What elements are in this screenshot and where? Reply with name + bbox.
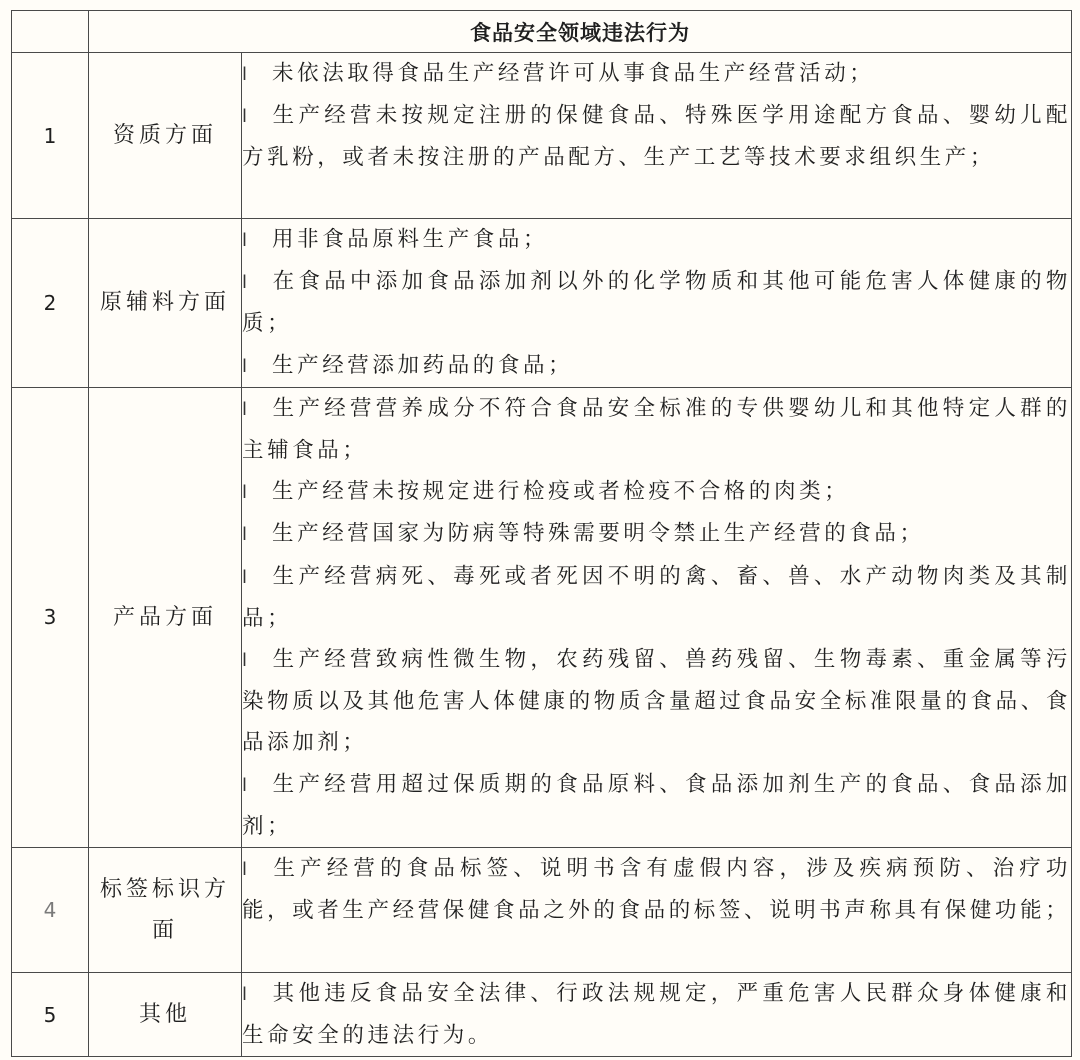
item-text: 未依法取得食品生产经营许可从事食品生产经营活动； [272, 61, 875, 86]
list-item [242, 848, 1071, 931]
header-empty-cell [12, 11, 89, 53]
list-item [242, 639, 1071, 764]
list-item [242, 388, 1071, 471]
table-row [12, 219, 1072, 388]
list-item [242, 471, 1071, 513]
bullet-marker: l [242, 64, 248, 85]
list-item [242, 261, 1071, 344]
list-item [242, 556, 1071, 639]
list-item [242, 513, 1071, 555]
item-text: 生产经营国家为防病等特殊需要明令禁止生产经营的食品； [272, 521, 925, 547]
bullet-marker: l [242, 230, 248, 251]
list-item [242, 219, 1071, 261]
item-text: 其他违反食品安全法律、行政法规规定，严重危害人民群众身体健康和生命安全的违法行为。 [242, 981, 1071, 1049]
item-text: 生产经营未按规定注册的保健食品、特殊医学用途配方食品、婴幼儿配方乳粉，或者未按注册的产品配方、生产工艺等技术要求组织生产； [242, 103, 1071, 171]
item-text: 生产经营病死、毒死或者死因不明的禽、畜、兽、水产动物肉类及其制品； [242, 563, 1071, 631]
row-content [242, 53, 1072, 219]
table-row [12, 53, 1072, 219]
row-category: 原辅料方面 [89, 219, 242, 388]
item-text: 在食品中添加食品添加剂以外的化学物质和其他可能危害人体健康的物质； [242, 269, 1071, 337]
row-number: 2 [12, 219, 89, 388]
item-text: 生产经营的食品标签、说明书含有虚假内容，涉及疾病预防、治疗功能，或者生产经营保健食品之外的食品的标签、说明书声称具有保健功能； [242, 856, 1071, 924]
bullet-marker: l [242, 650, 248, 672]
table-row [12, 848, 1072, 973]
item-text: 生产经营用超过保质期的食品原料、食品添加剂生产的食品、食品添加剂； [242, 771, 1071, 839]
row-category: 产品方面 [89, 387, 242, 847]
item-text: 用非食品原料生产食品； [272, 227, 549, 252]
row-number: 1 [12, 53, 89, 219]
list-item [242, 53, 1071, 95]
bullet-marker: l [242, 524, 248, 546]
bullet-marker: l [242, 566, 248, 588]
bullet-marker: l [242, 482, 248, 504]
table-row [12, 387, 1072, 847]
item-text: 生产经营添加药品的食品； [272, 352, 574, 378]
bullet-marker: l [242, 272, 248, 294]
list-item [242, 345, 1071, 387]
row-number: 4 [12, 848, 89, 973]
item-text: 生产经营未按规定进行检疫或者检疫不合格的肉类； [272, 479, 850, 505]
bullet-marker: l [242, 106, 248, 128]
violations-table [11, 10, 1072, 1057]
bullet-marker: l [242, 355, 248, 377]
row-category: 资质方面 [89, 53, 242, 219]
bullet-marker: l [242, 398, 248, 420]
table-header-row [12, 11, 1072, 53]
row-category: 标签标识方面 [89, 848, 242, 973]
row-content [242, 973, 1072, 1057]
list-item [242, 973, 1071, 1056]
table-title: 食品安全领域违法行为 [89, 11, 1072, 53]
bullet-marker: l [242, 984, 248, 1006]
row-number: 5 [12, 973, 89, 1057]
bullet-marker: l [242, 859, 248, 881]
table-row [12, 973, 1072, 1057]
list-item [242, 764, 1071, 847]
row-content [242, 219, 1072, 388]
row-category: 其他 [89, 973, 242, 1057]
item-text: 生产经营营养成分不符合食品安全标准的专供婴幼儿和其他特定人群的主辅食品； [242, 395, 1071, 464]
row-number: 3 [12, 387, 89, 847]
list-item [242, 95, 1071, 178]
row-content [242, 387, 1072, 847]
row-content [242, 848, 1072, 973]
item-text: 生产经营致病性微生物，农药残留、兽药残留、生物毒素、重金属等污染物质以及其他危害人体健康的物质含量超过食品安全标准限量的食品、食品添加剂； [242, 647, 1071, 756]
bullet-marker: l [242, 774, 248, 796]
